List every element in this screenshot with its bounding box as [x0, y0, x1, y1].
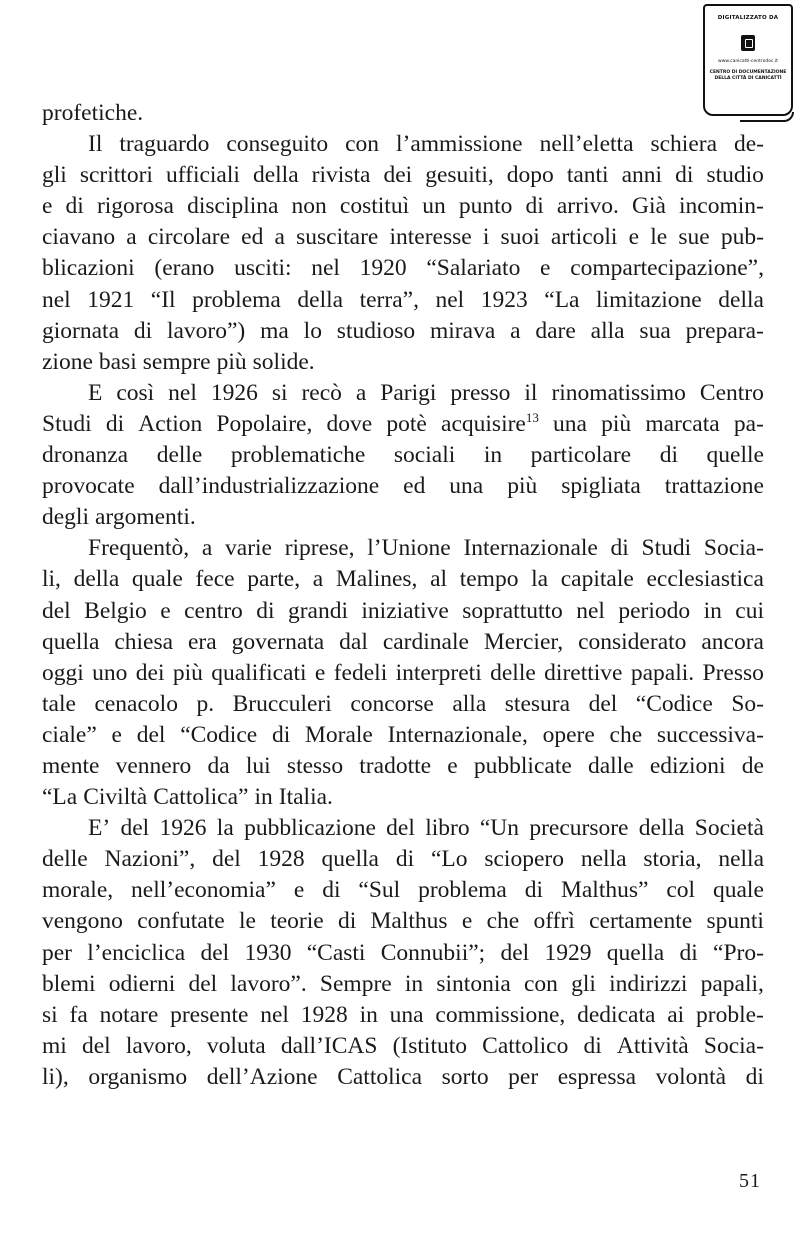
text-line: provocate dall’industrializzazione ed una più spigliata trattazione	[42, 473, 764, 500]
stamp-line-2: DELLA CITTÀ DI CANICATTÌ	[714, 75, 782, 81]
stamp-header: DIGITALIZZATO DA	[717, 15, 779, 21]
text-line: tale cenacolo p. Brucculeri concorse alla stesura del “Codice So-	[42, 690, 764, 717]
footnote-ref: 13	[525, 410, 539, 426]
text-line: quella chiesa era governata dal cardinale Mercier, considerato ancora	[42, 628, 764, 655]
text-line: morale, nell’economia” e di “Sul problema di Malthus” col quale	[42, 877, 764, 904]
text-line: si fa notare presente nel 1928 in una commissione, dedicata ai proble-	[42, 1001, 764, 1028]
text-line: degli argomenti.	[42, 504, 196, 531]
text-line: nel 1921 “Il problema della terra”, nel 1923 “La limitazione della	[42, 286, 764, 313]
page-number: 51	[739, 1170, 761, 1192]
text-line: Il traguardo conseguito con l’ammissione nell’eletta schiera de-	[88, 131, 764, 158]
text-line: E’ del 1926 la pubblicazione del libro “Un precursore della Società	[88, 815, 764, 842]
text-line: li), organismo dell’Azione Cattolica sorto per espressa volontà di	[42, 1063, 764, 1090]
text-line: li, della quale fece parte, a Malines, al tempo la capitale ecclesiastica	[42, 566, 764, 593]
text-line: “La Civiltà Cattolica” in Italia.	[42, 784, 333, 811]
text-line: gli scrittori ufficiali della rivista dei gesuiti, dopo tanti anni di studio	[42, 162, 764, 189]
text-line: e di rigorosa disciplina non costituì un punto di arrivo. Già incomin-	[42, 193, 764, 220]
text-line: delle Nazioni”, del 1928 quella di “Lo sciopero nella storia, nella	[42, 846, 764, 873]
text-line: E così nel 1926 si recò a Parigi presso il rinomatissimo Centro	[88, 379, 764, 406]
text-line: mente vennero da lui stesso tradotte e pubblicate dalle edizioni de	[42, 752, 764, 779]
text-line: blemi odierni del lavoro”. Sempre in sintonia con gli indirizzi papali,	[42, 970, 764, 997]
body-text	[42, 98, 764, 1093]
text-line: del Belgio e centro di grandi iniziative soprattutto nel periodo in cui	[42, 597, 764, 624]
text-line: Frequentò, a varie riprese, l’Unione Internazionale di Studi Socia-	[88, 535, 764, 562]
text-line: oggi uno dei più qualificati e fedeli interpreti delle direttive papali. Presso	[42, 659, 764, 686]
text-line: zione basi sempre più solide.	[42, 348, 315, 375]
text-line: vengono confutate le teorie di Malthus e che offrì certamente spunti	[42, 908, 764, 935]
stamp-website: www.canicatti-centrodoc.it	[718, 59, 778, 64]
text-line: per l’enciclica del 1930 “Casti Connubii”; del 1929 quella di “Pro-	[42, 939, 764, 966]
text-line: ciavano a circolare ed a suscitare interesse i suoi articoli e le sue pub-	[42, 224, 764, 251]
text-line: blicazioni (erano usciti: nel 1920 “Salariato e compartecipazione”,	[42, 255, 764, 282]
stamp-line-1: CENTRO DI DOCUMENTAZIONE	[709, 70, 787, 75]
text-line: Studi di Action Popolaire, dove potè acquisire$^{13}$ una più marcata pa-	[42, 410, 764, 437]
text-line: profetiche.	[42, 100, 144, 126]
city-crest-icon	[741, 35, 755, 51]
text-line: mi del lavoro, voluta dall’ICAS (Istituto Cattolico di Attività Socia-	[42, 1032, 764, 1059]
text-line: giornata di lavoro”) ma lo studioso mirava a dare alla sua prepara-	[42, 317, 764, 344]
text-line: dronanza delle problematiche sociali in particolare di quelle	[42, 442, 764, 469]
text-line: ciale” e del “Codice di Morale Internazionale, opere che successiva-	[42, 721, 764, 748]
